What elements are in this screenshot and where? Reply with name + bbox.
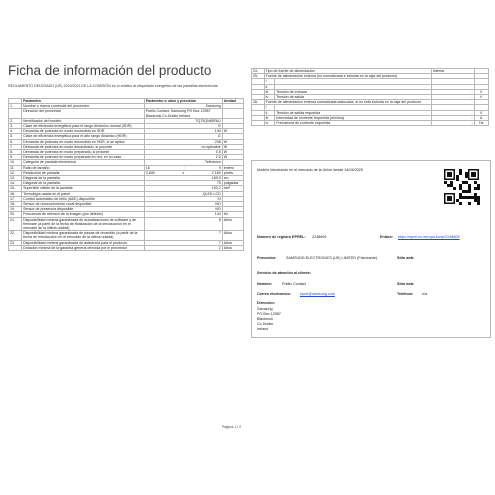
row-value: NO [144, 207, 222, 212]
row-unit: V [474, 95, 488, 100]
row-unit [222, 109, 243, 118]
table-row [9, 231, 244, 240]
site-label: Sitio web: [397, 256, 415, 260]
row-param: Nombre o marca comercial del proveedor [22, 104, 145, 109]
address-line: Blackrock [257, 317, 273, 321]
row-number: 21. [9, 217, 22, 231]
row-value: SI [144, 196, 222, 201]
phone-value: n/a [422, 292, 428, 296]
row-value: NO [144, 202, 222, 207]
header-value: Parámetro o valor y precisión [144, 99, 222, 104]
row-param: Intensidad de corriente requerida (mínima) [275, 115, 431, 120]
row-number: 18. [9, 202, 22, 207]
row-number: 17. [9, 196, 22, 201]
row-param: Control automático de brillo (ABC) disponible [22, 196, 145, 201]
row-value: 144 [144, 212, 222, 217]
regulation-text: REGLAMENTO DELEGADO (UE) 2019/2013 DE LA COMISIÓN en lo relativo al etiquetado energético de las pantallas electrónicas [8, 84, 218, 88]
row-param: Sensor de presencia disponible [22, 207, 145, 212]
row-value: 7 [144, 240, 222, 245]
row-value: QLED LCD [144, 191, 222, 196]
row-number: 20. [9, 212, 22, 217]
row-value: 75 [144, 181, 222, 186]
row-unit: W [222, 155, 243, 160]
row-value: 189,0 [144, 176, 222, 181]
row-value: 0,5 [144, 150, 222, 155]
row-number: 25. [252, 74, 265, 79]
row-number: 2. [9, 118, 22, 123]
row-param: Diagonal de la pantalla [22, 176, 145, 181]
row-param: Demanda de potencia en modo encendido en HDR, si se aplica [22, 139, 145, 144]
address-line: Samsung [257, 307, 273, 311]
row-value: - [431, 121, 474, 126]
page-number: Página 1 / 2 [222, 425, 242, 429]
row-param: Tecnología usada en el panel [22, 191, 145, 196]
row-value: 8 [144, 217, 222, 231]
row-param: Fuente de alimentación externa (no normalizada e incluida en la caja del producto) [264, 74, 431, 79]
row-unit: cm [222, 176, 243, 181]
phone-label: Teléfono: [397, 292, 414, 296]
row-param: Identificador del modelo [22, 118, 145, 123]
row-number: 16. [9, 191, 22, 196]
row-value: - [431, 89, 474, 94]
service-label: Servicio de atención al cliente: [257, 271, 311, 275]
row-param: Superficie visible de la pantalla [22, 186, 145, 191]
row-number: 8. [9, 150, 22, 155]
row-param: Frecuencia de corriente requerida [275, 121, 431, 126]
row-param: Demanda de potencia en modo encendido en SDR [22, 129, 145, 134]
row-number: 11. [9, 165, 22, 170]
row-unit: V [474, 89, 488, 94]
row-number: 4. [9, 129, 22, 134]
row-param: Disponibilidad mínima garantizada de piezas de recambio (a partir de la fecha de introducción en el mercado de la última unidad) [22, 231, 145, 240]
row-param: Fuente de alimentación externa normalizada adecuada, si no está incluida en la caja del producto [264, 100, 431, 105]
row-sub: i [264, 105, 275, 110]
row-value: G [144, 124, 222, 129]
row-param: Tipo de fuente de alimentación [264, 69, 431, 74]
row-unit: Años [222, 231, 243, 240]
row-number: 7. [9, 144, 22, 149]
row-unit: Años [222, 217, 243, 231]
row-value: 7 [144, 231, 222, 240]
row-number: 26. [252, 100, 265, 105]
row-number: 5. [9, 134, 22, 139]
table-row [9, 109, 244, 118]
row-number: 24. [252, 69, 265, 74]
row-number: 9. [9, 155, 22, 160]
page-title: Ficha de información del producto [8, 63, 212, 78]
row-unit: píxels [222, 170, 243, 175]
table-row [9, 217, 244, 231]
row-param: Ratio de tamaño [22, 165, 145, 170]
row-unit: Hz [222, 212, 243, 217]
header-unit: Unidad [222, 99, 243, 104]
row-value: TQ75QN85FAU [144, 118, 222, 123]
row-unit: W [222, 144, 243, 149]
intro-text: Modelo introducido en el mercado de la Unión desde 14/04/2025 [257, 168, 363, 172]
row-number: 1. [9, 104, 22, 109]
row-value: 3 840 x 2 160 [145, 170, 221, 175]
row-unit: entero [222, 165, 243, 170]
row-param: Duración mínima de la garantía general ofrecida por el proveedor [22, 245, 145, 250]
row-param: Resolución de pantalla [22, 170, 145, 175]
row-value: G [144, 134, 222, 139]
row-number: 19. [9, 207, 22, 212]
row-param: Diagonal de la pantalla [22, 181, 145, 186]
row-param: Disponibilidad mínima garantizada de actualizaciones de software y de firmware (a partir de la fecha de finalización de la introducción en el mercado de la última unidad) [22, 217, 145, 231]
address-line: Co.Dublin [257, 322, 274, 326]
row-value: 238 [144, 139, 222, 144]
row-param: Tensión de salida requerida [275, 110, 431, 115]
row-value: 2 [144, 245, 222, 250]
address-line: Ireland [257, 327, 269, 331]
row-sub: iii [264, 89, 275, 94]
row-value: 140 [144, 129, 222, 134]
row-param: Sensor de reconocimiento vocal disponible [22, 202, 145, 207]
eprel-label: Número de registro EPREL: [257, 235, 306, 239]
name-label: Nombre: [257, 282, 273, 286]
row-param: Demanda de potencia en modo desactivado, si procede [22, 144, 145, 149]
row-unit: pulgadas [222, 181, 243, 186]
row-value: Interna [431, 69, 474, 74]
row-unit: V [474, 110, 488, 115]
row-param: Categoría de pantalla electrónica [22, 160, 145, 165]
row-unit: Hz [474, 121, 488, 126]
row-unit: W [222, 150, 243, 155]
email-link[interactable]: eprel@samsung.com [300, 292, 335, 296]
row-value: - [431, 110, 474, 115]
row-value: 2,0 [144, 155, 222, 160]
site2-label: Sitio web: [397, 282, 415, 286]
row-value: Television [144, 160, 222, 165]
row-unit: Años [222, 240, 243, 245]
row-sub: iv [264, 95, 275, 100]
row-number: 3. [9, 124, 22, 129]
row-number [9, 109, 22, 118]
model-info-box [251, 160, 491, 338]
row-sub: ii [264, 84, 275, 89]
row-param: Tensión de entrada [275, 89, 431, 94]
row-number: 13. [9, 176, 22, 181]
row-number: 15. [9, 186, 22, 191]
qr-code-icon [443, 168, 480, 205]
row-param: Dirección del proveedor [22, 109, 145, 118]
row-value: Samsung [144, 104, 222, 109]
row-param: Tensión de salida [275, 95, 431, 100]
link-label: Enlace: [380, 235, 394, 239]
power-supply-table [251, 68, 489, 126]
row-value: 153,2 [144, 186, 222, 191]
row-param: Disponibilidad mínima garantizada de asistencia para el producto [22, 240, 145, 245]
eprel-value: 2248609 [312, 235, 327, 239]
row-unit: Años [222, 245, 243, 250]
table-row [252, 121, 489, 126]
row-number: 14. [9, 181, 22, 186]
row-param: Demanda de potencia en modo preparado en red, en su caso [22, 155, 145, 160]
row-unit: W [222, 139, 243, 144]
row-param: Frecuencia de refresco de la imagen (por defecto) [22, 212, 145, 217]
row-number: 23. [9, 240, 22, 245]
email-label: Correo electrónico: [257, 292, 292, 296]
row-param: Demanda de potencia en modo preparado, si procede [22, 150, 145, 155]
header-param: Parámetro [22, 99, 145, 104]
row-value: no aplicable [144, 144, 222, 149]
address-label: Dirección: [257, 301, 276, 305]
table-row [9, 245, 244, 250]
provider-label: Proveedor: [257, 256, 277, 260]
provider-value: SAMSUNG ELECTRONICS (UK) LIMITED (Fabricante) [286, 256, 377, 260]
row-number: 10. [9, 160, 22, 165]
row-number: 6. [9, 139, 22, 144]
row-unit: W [222, 129, 243, 134]
row-unit: A [474, 115, 488, 120]
parameters-table [8, 98, 244, 251]
row-value: Public Contact, Samsung PO Box 12987 Blackrock Co.Dublin Ireland [144, 109, 222, 118]
row-param: Clase de eficiencia energética para el alto rango dinámico (HDR) [22, 134, 145, 139]
eprel-link[interactable]: https://eprel.ec.europa.eu/qr/2248609 [398, 235, 460, 239]
name-value: Public Contact [282, 282, 306, 286]
row-value: - [431, 95, 474, 100]
address-line: PO Box 12987 [257, 312, 281, 316]
row-value: - [431, 115, 474, 120]
row-sub: iv [264, 121, 275, 126]
row-sub: iii [264, 115, 275, 120]
row-sub: ii [264, 110, 275, 115]
row-sub: i [264, 79, 275, 84]
row-param: Clase de eficiencia energética para el rango dinámico normal (SDR) [22, 124, 145, 129]
row-number [9, 245, 22, 250]
row-unit: dm² [222, 186, 243, 191]
row-value: 16 : 9 [145, 165, 221, 170]
row-number: 22. [9, 231, 22, 240]
row-number: 12. [9, 170, 22, 175]
